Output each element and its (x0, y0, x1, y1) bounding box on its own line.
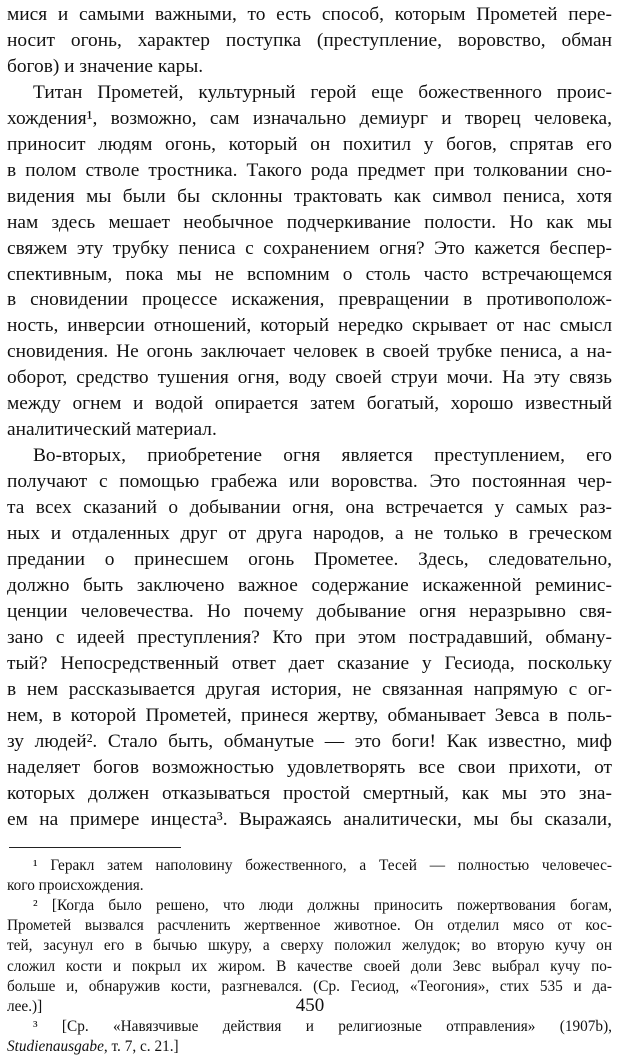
text-line: та всех сказаний о добывании огня, она встречается у самых раз- (7, 497, 612, 519)
text-line: спективным, пока мы не вспомним о столь часто встречающемся (7, 263, 612, 285)
footnote-line: тей, засунул его в бычью шкуру, а сверху положил желудок; во вторую кучу он (7, 937, 612, 955)
text-line: тый? Непосредственный ответ дает сказание у Гесиода, поскольку (7, 652, 612, 674)
text-line: в полом стволе тростника. Такого рода предмет при толковании сно- (7, 159, 612, 181)
page-number: 450 (295, 995, 325, 1016)
footnote-line: кого происхождения. (7, 876, 144, 894)
footnote-line: ³ [Ср. «Навязчивые действия и религиозные отправления» (1907b), (33, 1018, 612, 1036)
footnote-line: ¹ Геракл затем наполовину божественного, а Тесей — полностью человечес- (33, 856, 612, 874)
italic-title: Studienausgabe (7, 1038, 104, 1056)
text-line: ных и отдаленных друг от друга народов, а не только в греческом (7, 523, 612, 545)
text-line: ценции человечества. Но почему добывание огня неразрывно свя- (7, 600, 612, 622)
footnote-line: ² [Когда было решено, что люди должны приносить пожертвования богам, (33, 896, 612, 914)
text-line: ем на примере инцеста³. Выражаясь аналитически, мы бы сказали, (7, 808, 612, 830)
text-line: между огнем и водой опирается затем богатый, хорошо известный (7, 393, 612, 415)
text-line: ность, инверсии отношений, который нередко скрывает от нас смысл (7, 315, 612, 337)
footnote-separator (9, 847, 181, 848)
text-line: предании о принесшем огонь Прометее. Здесь, следовательно, (7, 549, 612, 571)
text-line: мися и самыми важными, то есть способ, которым Прометей пере- (7, 4, 612, 25)
footnotes (7, 856, 612, 1058)
footnote-line: больше и, обнаружив кости, разгневался. (Ср. Гесиод, «Теогония», стих 535 и да- (7, 977, 612, 995)
text-line: богов) и значение кары. (7, 55, 204, 77)
text-line: наделяет богов возможностью удовлетворять все свои прихоти, от (7, 756, 612, 778)
footnote-line: лее.)] (7, 997, 43, 1015)
main-text (7, 2, 612, 833)
text-line: хождения¹, возможно, сам изначально демиург и творец человека, (7, 107, 612, 129)
footnote-line: Studienausgabe, т. 7, с. 21.] (7, 1038, 179, 1056)
text-line: приносит людям огонь, который он похитил у богов, спрятав его (7, 133, 612, 155)
text-line: нем, в которой Прометей, принеся жертву, обманывает Зевса в поль- (7, 704, 612, 726)
text-line: аналитический материал. (7, 419, 217, 441)
footnote-line: Прометей вызвался расчленить жертвенное животное. Он отделил мясо от кос- (7, 917, 612, 935)
text-line: оборот, средство тушения огня, воду своей струи мочи. На эту связь (7, 367, 612, 389)
text-line: нам здесь мешает необычное подчеркивание полости. Но как мы (7, 211, 612, 233)
text-line: свяжем эту трубку пениса с сохранением огня? Это кажется беспер- (7, 237, 612, 259)
text-line: зано с идеей преступления? Кто при этом пострадавший, обману- (7, 626, 612, 648)
text-line: получают с помощью грабежа или воровства. Это постоянная чер- (7, 471, 612, 493)
text-line: Во-вторых, приобретение огня является преступлением, его (33, 445, 612, 467)
text-line: зу людей². Стало быть, обманутые — это боги! Как известно, миф (7, 730, 612, 752)
footnote-line: сложил кости и покрыл их жиром. В качестве своей доли Зевс выбрал кучу по- (7, 957, 612, 975)
text-line: носит огонь, характер поступка (преступление, воровство, обман (7, 29, 612, 51)
text-line: которых должен отказываться простой смертный, как мы это зна- (7, 782, 612, 804)
text-line: сновидения. Не огонь заключает человек в своей трубке пениса, а на- (7, 341, 612, 363)
text-line: должно быть заключено важное содержание искаженной реминис- (7, 574, 612, 596)
text-line: Титан Прометей, культурный герой еще божественного проис- (33, 81, 612, 103)
text-line: в нем рассказывается другая история, не связанная напрямую с ог- (7, 678, 612, 700)
text-line: в сновидении процессе искажения, превращении в противополож- (7, 289, 612, 311)
text-line: видения мы были бы склонны трактовать как символ пениса, хотя (7, 185, 612, 207)
